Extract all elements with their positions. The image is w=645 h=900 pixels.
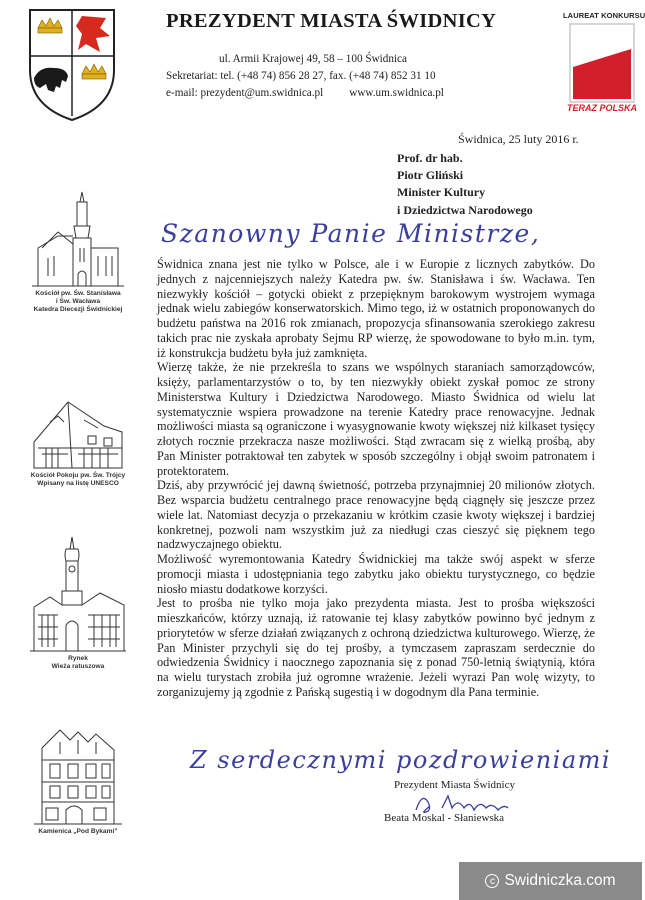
sidebar-item-church-of-peace [22,392,134,488]
office-contact [166,87,444,99]
sidebar-item-town-hall [22,535,134,671]
handwritten-greeting [157,214,541,254]
cathedral-sketch-icon [28,188,128,290]
sidebar-caption: Kamienica „Pod Bykami” [38,828,118,835]
copyright-icon: c [485,874,499,888]
award-bottom-text: TERAZ POLSKA [566,103,637,113]
signature-block [384,778,515,824]
body-paragraph: Dziś, aby przywrócić jej dawną świetność, potrzeba przynajmniej 20 milionów złotych. Bez wsparcia budżetu centralnego prace renowacyjne będą ciągnęły się jeszcze przez wiele lat. Natomiast decyzja o przekazaniu w krótkim czasie kwoty większej i bardziej konkretnej, pozwoli nam wszystkim już za niedługi czas cieszyć się pięknem tego nadzwyczajnego obiektu. [157,478,595,552]
body-paragraph: Jest to prośba nie tylko moja jako prezydenta miasta. Jest to prośba większości mieszkańców, którzy uznają, iż ratowanie tej klasy zabytków powinno być jednym z priorytetów w sferze działań związanych z ochroną dziedzictwa kulturowego. Wierzę, że Pan Minister przychyli się do tej prośby, a tymczasem zapraszam serdecznie do odwiedzenia Świdnicy i naocznego zapoznania się z ponad 750-letnią świątynią, która na wielu turystach zrobiła już ogromne wrażenie. Jeżeli wyrazi Pan wolę wizyty, to zorganizujemy ją zgodnie z Pańską sugestią i w dogodnym dla Pana terminie. [157,596,595,699]
tenement-house-sketch-icon [30,724,126,828]
letter-date: Świdnica, 25 luty 2016 r. [458,132,579,146]
page-title: PREZYDENT MIASTA ŚWIDNICY [166,10,497,32]
sidebar-item-tenement [22,724,134,836]
office-address: ul. Armii Krajowej 49, 58 – 100 Świdnica [219,53,407,65]
teraz-polska-award-badge [563,11,645,117]
watermark-text: Swidniczka.com [504,872,616,889]
sidebar-caption: Kościół pw. Św. Stanisława i Św. Wacława Katedra Diecezji Świdnickiej [33,290,123,313]
svg-text:Z serdecznymi pozdrowieniami: Z serdecznymi pozdrowieniami [190,746,612,774]
signature-name: Beata Moskal - Słaniewska [384,812,505,824]
body-paragraph: Wierzę także, że nie przekreśla to szans we wspólnych staraniach samorządowców, księży, parlamentarzystów o to, by ten niezwykły obiekt zyskał pomoc ze strony Ministerstwa Kultury i Dziedzictwa Narodowego. Miasto Świdnica od wielu lat systematycznie wspiera prowadzone na terenie Katedry prace renowacyjne. Jednak możliwości miasta są ograniczone i wyasygnowanie kwoty większej niż kilkaset tysięcy złotych rocznie przekracza nasze możliwości. Stąd zwracam się z wielką prośbą, aby Pan Minister potraktował ten zabytek w sposób szczególny i objął swoim patronatem i protektoratem. [157,360,595,478]
recipient-line: Piotr Gliński [397,168,464,183]
award-top-text: LAUREAT KONKURSU [563,11,645,20]
office-website: www.um.swidnica.pl [349,87,444,99]
signature-title: Prezydent Miasta Świdnicy [394,779,515,791]
recipient-block [397,150,533,219]
body-paragraph: Świdnica znana jest nie tylko w Polsce, ale i w Europie z licznych zabytków. Do jednych z najcenniejszych należy Katedra pw. św. Stanisława i św. Wacława. Ten niezwykły kościół – gotycki obiekt z przepięknym barokowym wystrojem wymaga jednak wielu zabiegów konserwatorskich. Mimo tego, iż w ostatnich proponowanych do budżetu państwa na 2016 rok zmianach, propozycja sfinansowania szerokiego zakresu takich prac nie zyskała aprobaty Sejmu RP wierzę, że spowodowane to było m.in. tym, iż konstrukcja budżetu była już zamknięta. [157,257,595,360]
handwritten-closing [188,740,612,780]
sidebar-caption: Kościół Pokoju pw. Św. Trójcy Wpisany na listę UNESCO [30,472,126,487]
award-flag-icon [569,23,635,103]
town-hall-tower-sketch-icon [28,535,128,655]
office-email: e-mail: prezydent@um.swidnica.pl [166,87,324,99]
svg-text:Szanowny Panie Ministrze,: Szanowny Panie Ministrze, [161,219,541,248]
letter-body [157,257,595,700]
city-coat-of-arms-icon [26,6,118,124]
church-of-peace-sketch-icon [28,392,128,472]
office-phones: Sekretariat: tel. (+48 74) 856 28 27, fax. (+48 74) 852 31 10 [166,70,436,82]
recipient-line: Minister Kultury [397,185,486,200]
body-paragraph: Możliwość wyremontowania Katedry Świdnickiej ma także swój aspekt w sferze promocji miasta i udostępniania tego zabytku jako obiektu turystycznego, co będzie niosło miastu dodatkowe korzyści. [157,552,595,596]
recipient-line: Prof. dr hab. [397,151,463,165]
recipient-line: i Dziedzictwa Narodowego [397,202,533,217]
sidebar-item-cathedral [22,188,134,314]
sidebar-caption: Rynek Wieża ratuszowa [51,655,105,670]
site-watermark [459,862,642,900]
